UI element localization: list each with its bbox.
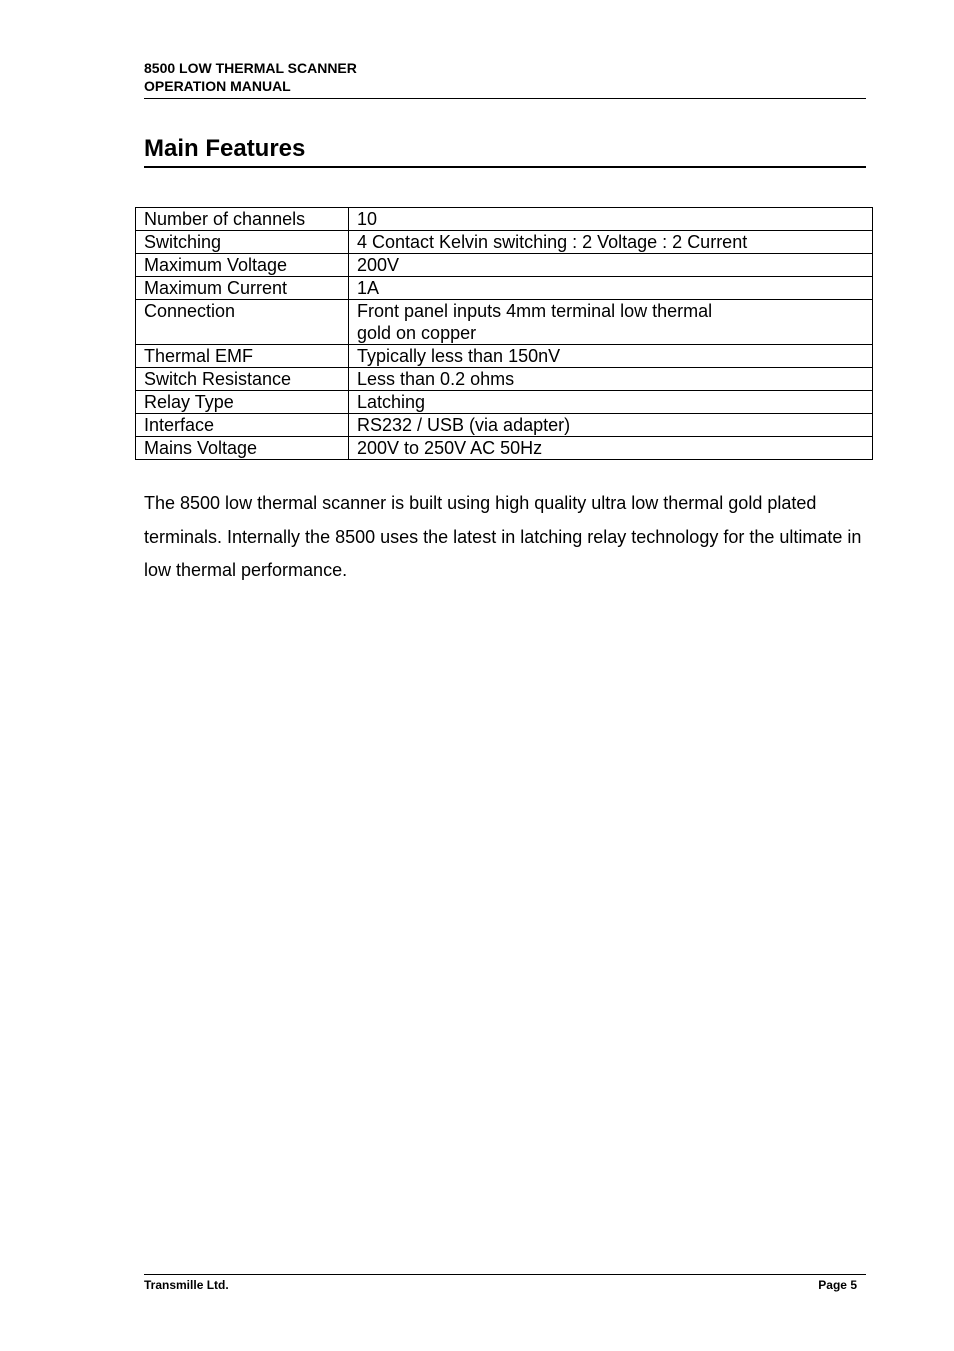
table-row xyxy=(136,277,873,300)
feature-value: 4 Contact Kelvin switching : 2 Voltage : 2 Current xyxy=(349,231,873,254)
feature-value: Typically less than 150nV xyxy=(349,345,873,368)
table-row xyxy=(136,414,873,437)
feature-label: Switch Resistance xyxy=(136,368,349,391)
table-row xyxy=(136,368,873,391)
table-row xyxy=(136,300,873,345)
section-title: Main Features xyxy=(144,133,866,168)
header-manual-title: OPERATION MANUAL xyxy=(144,78,291,94)
feature-value: 10 xyxy=(349,208,873,231)
feature-value-line: Front panel inputs 4mm terminal low thermal xyxy=(357,301,713,321)
feature-label: Interface xyxy=(136,414,349,437)
feature-label: Relay Type xyxy=(136,391,349,414)
feature-value: RS232 / USB (via adapter) xyxy=(349,414,873,437)
table-row xyxy=(136,437,873,460)
feature-label: Connection xyxy=(136,300,349,345)
feature-label: Number of channels xyxy=(136,208,349,231)
table-row xyxy=(136,391,873,414)
feature-label: Thermal EMF xyxy=(136,345,349,368)
feature-value-line: gold on copper xyxy=(357,323,477,343)
header-product-title: 8500 LOW THERMAL SCANNER xyxy=(144,60,357,76)
feature-label: Mains Voltage xyxy=(136,437,349,460)
page-header xyxy=(144,59,866,99)
page-number: Page 5 xyxy=(818,1278,857,1292)
feature-value: Latching xyxy=(349,391,873,414)
table-row xyxy=(136,254,873,277)
table-row xyxy=(136,208,873,231)
footer-company: Transmille Ltd. xyxy=(144,1278,229,1292)
feature-label: Switching xyxy=(136,231,349,254)
feature-value xyxy=(349,300,873,345)
feature-label: Maximum Current xyxy=(136,277,349,300)
feature-value: 200V xyxy=(349,254,873,277)
table-row xyxy=(136,231,873,254)
features-table xyxy=(135,207,873,460)
feature-value: 200V to 250V AC 50Hz xyxy=(349,437,873,460)
table-row xyxy=(136,345,873,368)
feature-value: Less than 0.2 ohms xyxy=(349,368,873,391)
feature-label: Maximum Voltage xyxy=(136,254,349,277)
feature-value: 1A xyxy=(349,277,873,300)
page-footer xyxy=(144,1274,866,1293)
description-paragraph: The 8500 low thermal scanner is built using high quality ultra low thermal gold plated terminals. Internally the 8500 uses the latest in latching relay technology for the ultimate in low thermal performance. xyxy=(144,493,862,580)
